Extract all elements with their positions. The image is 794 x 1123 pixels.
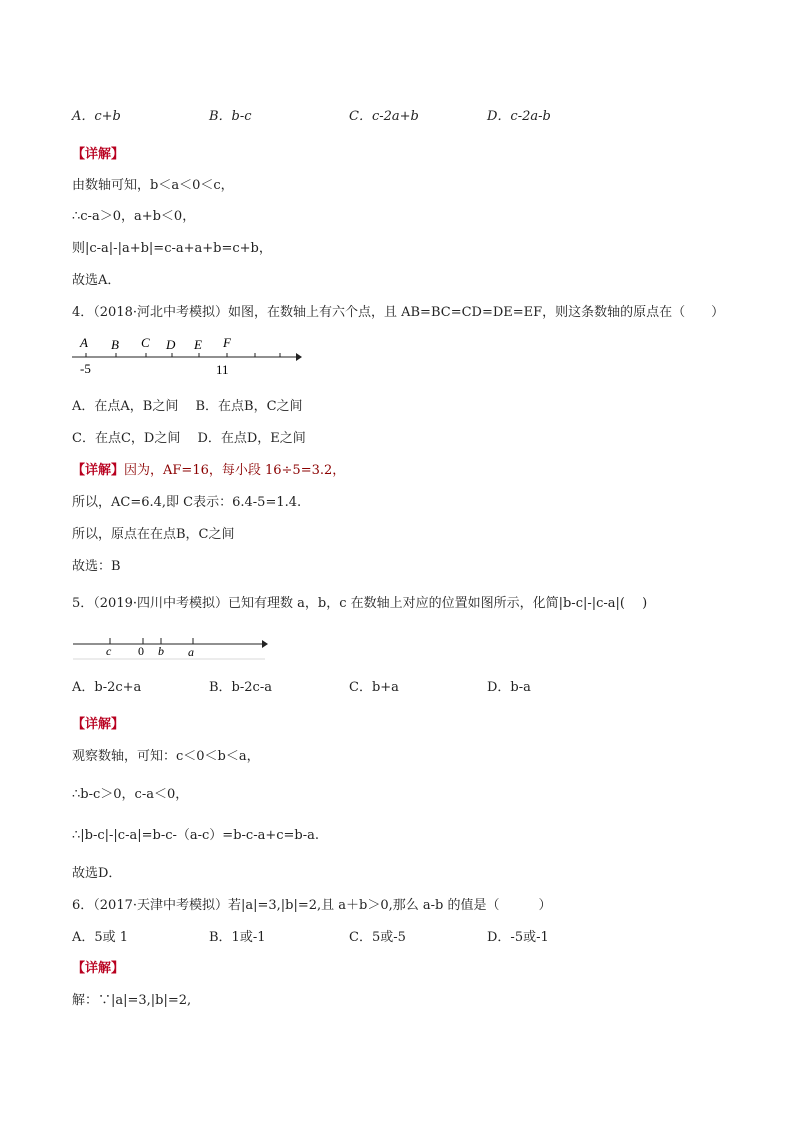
q5-question: 5．（2019·四川中考模拟）已知有理数 a，b，c 在数轴上对应的位置如图所示，化简|b-c|-|c-a|( ): [72, 596, 648, 611]
q5-option-c: C．b+a: [349, 680, 399, 695]
q6-question: 6．（2017·天津中考模拟）若|a|=3,|b|=2,且 a＋b＞0,那么 a-b 的值是（ ）: [72, 898, 552, 913]
q4-question: 4．（2018·河北中考模拟）如图，在数轴上有六个点，且 AB=BC=CD=DE=EF，则这条数轴的原点在（ ）: [72, 305, 725, 320]
q3-detail-line: 则|c-a|-|a+b|=c-a+a+b=c+b，: [72, 241, 272, 256]
q4-axis-letter-e: E: [194, 337, 202, 352]
q5-axis-label-c: c: [106, 644, 112, 658]
q4-axis-letter-c: C: [141, 335, 150, 350]
q6-option-a: A．5或 1: [72, 930, 129, 945]
q4-axis-letter-f: F: [223, 335, 231, 350]
q4-detail-line: 故选：B: [72, 559, 121, 574]
q3-detail-line: 由数轴可知，b＜a＜0＜c，: [72, 178, 234, 193]
q5-axis-label-a: a: [188, 645, 194, 659]
q5-detail-line: ∴|b-c|-|c-a|=b-c-（a-c）=b-c-a+c=b-a.: [72, 828, 320, 843]
q6-option-d: D．-5或-1: [487, 930, 549, 945]
q5-axis-label-b: b: [158, 644, 164, 658]
q5-option-b: B．b-2c-a: [209, 680, 272, 695]
q4-options-line-2: C．在点C，D之间 D．在点D，E之间: [72, 431, 306, 446]
q5-detail-line: 观察数轴，可知：c＜0＜b＜a，: [72, 749, 260, 764]
q6-detail-label: 【详解】: [72, 961, 125, 976]
q3-option-c: C．c-2a+b: [349, 109, 419, 124]
q3-detail-line: 故选A．: [72, 273, 121, 288]
q5-option-a: A．b-2c+a: [72, 680, 142, 695]
q6-option-b: B．1或-1: [209, 930, 266, 945]
q4-detail-line: 所以，AC=6.4,即 C表示：6.4-5=1.4.: [72, 495, 302, 510]
q3-option-d: D．c-2a-b: [487, 109, 551, 124]
q4-axis-letter-d: D: [166, 337, 176, 352]
q4-detail-line: 所以，原点在在点B，C之间: [72, 527, 235, 542]
q5-detail-label: 【详解】: [72, 717, 125, 732]
q5-option-d: D．b-a: [487, 680, 531, 695]
q4-options-line-1: A．在点A，B之间 B．在点B，C之间: [72, 399, 303, 414]
q6-detail-line: 解：∵|a|=3,|b|=2,: [72, 993, 192, 1008]
q4-detail-label: 【详解】: [72, 463, 125, 478]
q3-detail-line: ∴c-a＞0，a+b＜0，: [72, 209, 196, 224]
q4-axis-letter-b: B: [111, 337, 119, 352]
q3-option-a: A．c+b: [72, 109, 121, 124]
q5-number-line-figure: [70, 628, 270, 662]
q3-option-b: B．b-c: [209, 109, 252, 124]
q3-detail-label: 【详解】: [72, 147, 125, 162]
q4-detail-row: [72, 462, 345, 480]
q5-axis-label-zero: 0: [138, 644, 144, 658]
q4-axis-value-left: -5: [80, 361, 91, 376]
q4-axis-letter-a: A: [80, 335, 88, 350]
q4-detail-text: 因为，AF=16，每小段 16÷5=3.2，: [124, 463, 346, 478]
q5-detail-line: 故选D．: [72, 866, 122, 881]
q5-detail-line: ∴b-c＞0，c-a＜0，: [72, 787, 189, 802]
q6-option-c: C．5或-5: [349, 930, 406, 945]
q4-number-line-figure: [70, 332, 302, 378]
q4-axis-value-right: 11: [216, 362, 229, 377]
